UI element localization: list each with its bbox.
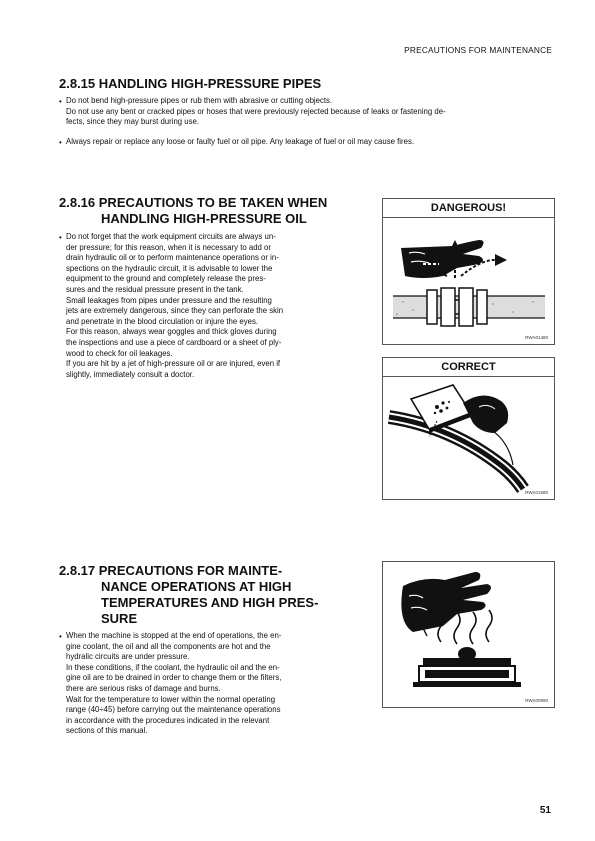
section-2-8-17-title xyxy=(59,563,318,627)
section-2-8-15-title: 2.8.15 HANDLING HIGH-PRESSURE PIPES xyxy=(59,76,322,91)
text-line: For this reason, always wear goggles and thick gloves during xyxy=(66,327,277,337)
bullet: • xyxy=(59,632,62,641)
figure-caption: CORRECT xyxy=(383,358,554,377)
title-line: NANCE OPERATIONS AT HIGH xyxy=(101,579,292,594)
figure-caption: DANGEROUS! xyxy=(383,199,554,218)
title-line: HANDLING HIGH-PRESSURE OIL xyxy=(101,211,307,226)
text-line: In these conditions, if the coolant, the hydraulic oil and the en- xyxy=(66,662,280,672)
s15-bullet-1 xyxy=(66,96,556,128)
figure-correct xyxy=(382,357,555,500)
text-line: in accordance with the procedures indicated in the relevant xyxy=(66,715,270,725)
high-pressure-leak-illustration xyxy=(383,218,554,344)
text-line: der pressure; for this reason, when it is necessary to add or xyxy=(66,242,271,252)
text-line: sures and the residual pressure present in the tank. xyxy=(66,284,244,294)
text-line: range (40÷45) before carrying out the maintenance operations xyxy=(66,705,281,715)
figure-code: RWA01580 xyxy=(525,490,548,495)
page-number: 51 xyxy=(539,805,551,816)
figure-hot-components xyxy=(382,561,555,708)
text-line: spections on the hydraulic circuit, it is advisable to lower the xyxy=(66,263,273,273)
s17-body xyxy=(66,631,340,737)
text-line: Do not use any bent or cracked pipes or hoses that were previously rejected because of leaks or fastening de- xyxy=(66,106,446,116)
title-line: TEMPERATURES AND HIGH PRES- xyxy=(101,595,319,610)
text-line: slightly, immediately consult a doctor. xyxy=(66,369,195,379)
text-line: equipment to the ground and completely release the pres- xyxy=(66,274,266,284)
figure-dangerous xyxy=(382,198,555,345)
text-line: fects, since they may burst during use. xyxy=(66,117,200,127)
text-line: jets are extremely dangerous, since they can perforate the skin xyxy=(66,306,284,316)
text-line: sections of this manual. xyxy=(66,726,148,736)
bullet: • xyxy=(59,97,62,106)
text-line: and penetrate in the blood circulation or injure the eyes. xyxy=(66,316,259,326)
text-line: drain hydraulic oil or to perform maintenance operations or in- xyxy=(66,253,279,263)
text-line: gine oil are to be drained in order to change them or the filters, xyxy=(66,673,282,683)
cardboard-leak-check-illustration xyxy=(383,377,554,499)
figure-code: RWA01480 xyxy=(525,335,548,340)
text-line: Wait for the temperature to lower within the normal operating xyxy=(66,694,276,704)
title-line: SURE xyxy=(101,611,138,626)
text-line: Small leakages from pipes under pressure and the resulting xyxy=(66,295,272,305)
text-line: Do not forget that the work equipment circuits are always un- xyxy=(66,232,276,241)
title-line: 2.8.17 PRECAUTIONS FOR MAINTE- xyxy=(59,563,283,578)
text-line: wood to check for oil leakages. xyxy=(66,348,173,358)
s15-bullet-2 xyxy=(66,137,556,148)
hot-surface-burn-illustration xyxy=(383,562,554,707)
text-line: Do not bend high-pressure pipes or rub them with abrasive or cutting objects. xyxy=(66,96,333,105)
text-line: the inspections and use a piece of cardboard or a sheet of ply- xyxy=(66,337,282,347)
s16-body xyxy=(66,232,340,380)
running-header: PRECAUTIONS FOR MAINTENANCE xyxy=(404,45,552,55)
text-line: there are serious risks of damage and burns. xyxy=(66,683,221,693)
text-line: gine coolant, the oil and all the components are hot and the xyxy=(66,641,271,651)
text-line: When the machine is stopped at the end of operations, the en- xyxy=(66,631,282,640)
text-line: Always repair or replace any loose or faulty fuel or oil pipe. Any leakage of fuel or oil may cause fires. xyxy=(66,137,415,146)
figure-code: RWA00990 xyxy=(525,698,548,703)
bullet: • xyxy=(59,138,62,147)
bullet: • xyxy=(59,233,62,242)
section-2-8-16-title xyxy=(59,195,327,227)
text-line: If you are hit by a jet of high-pressure oil or are injured, even if xyxy=(66,359,281,369)
title-line: 2.8.16 PRECAUTIONS TO BE TAKEN WHEN xyxy=(59,195,328,210)
text-line: hydralic circuits are under pressure. xyxy=(66,652,190,662)
